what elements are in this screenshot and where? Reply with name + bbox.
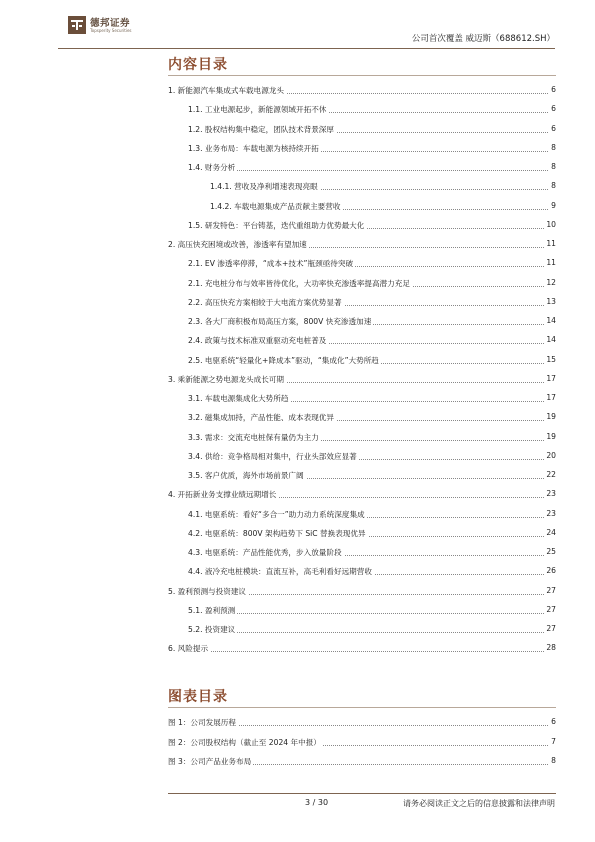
- entry-title: 3.4. 供给：竞争格局相对集中，行业头部效应显著: [188, 451, 357, 461]
- entry-title: 2. 高压快充困境或改善，渗透率有望加速: [168, 240, 307, 249]
- toc-entry[interactable]: [188, 162, 556, 175]
- entry-page: 19: [546, 431, 556, 441]
- logo-chinese: 德邦证券: [90, 18, 131, 29]
- entry-title: 图 1：公司发展历程: [168, 718, 236, 727]
- entry-page: 15: [546, 354, 556, 364]
- toc-entry[interactable]: [188, 528, 556, 541]
- toc-entry[interactable]: [188, 432, 556, 445]
- toc-entry[interactable]: [188, 355, 556, 368]
- entry-title: 2.2. 高压快充方案相较于大电流方案优势显著: [188, 297, 342, 307]
- toc-entry[interactable]: [168, 586, 556, 599]
- entry-page: 8: [551, 181, 556, 191]
- entry-title: 6. 风险提示: [168, 644, 209, 654]
- entry-title: 3.5. 客户优质，海外市场前景广阔: [188, 471, 304, 480]
- entry-title: 3.3. 需求：交流充电桩保有量仍为主力: [188, 432, 319, 442]
- entry-page: 20: [546, 450, 556, 460]
- toc-entry[interactable]: [188, 220, 556, 233]
- entry-page: 12: [546, 277, 556, 287]
- report-title: 公司首次覆盖 威迈斯（688612.SH）: [411, 34, 555, 44]
- entry-page: 6: [551, 104, 556, 114]
- entry-page: 27: [546, 604, 556, 614]
- toc-entry[interactable]: [188, 124, 556, 137]
- entry-page: 27: [546, 624, 556, 633]
- figure-entry[interactable]: [168, 756, 556, 769]
- toc-entry[interactable]: [188, 143, 556, 156]
- toc-entry[interactable]: [168, 643, 556, 656]
- figure-entry[interactable]: [168, 717, 556, 730]
- entry-title: 2.1. EV 渗透率停滞，“成本+技术”瓶颈亟待突破: [188, 259, 354, 269]
- entry-page: 17: [546, 393, 556, 402]
- logo-mark-icon: [68, 16, 86, 34]
- entry-title: 2.1. 充电桩分布与效率皆待优化，大功率快充渗透率提高潜力充足: [188, 278, 410, 288]
- toc-entry[interactable]: [188, 335, 556, 348]
- leader-dots: [168, 651, 556, 652]
- leader-dots: [188, 613, 556, 614]
- entry-title: 5.1. 盈利预测: [188, 605, 236, 615]
- entry-title: 图 2：公司股权结构（截止至 2024 年中报）: [168, 737, 321, 747]
- entry-title: 1. 新能源汽车集成式车载电源龙头: [168, 86, 284, 95]
- toc-entry[interactable]: [188, 451, 556, 464]
- entry-title: 3.2. 磁集成加持，产品性能、成本表现优异: [188, 413, 334, 423]
- entry-page: 10: [546, 219, 556, 229]
- entry-title: 1.4. 财务分析: [188, 163, 236, 172]
- entry-title: 3. 乘新能源之势电源龙头成长可期: [168, 374, 284, 384]
- entry-page: 26: [546, 566, 556, 576]
- toc-entry[interactable]: [188, 297, 556, 310]
- toc-entry[interactable]: [188, 316, 556, 329]
- entry-title: 4. 开拓新业务支撑业绩远期增长: [168, 490, 277, 500]
- entry-title: 4.1. 电驱系统：看好“多合一”助力动力系统深度集成: [188, 509, 365, 519]
- toc-entry[interactable]: [168, 239, 556, 252]
- header-divider: [58, 48, 555, 49]
- toc-entry[interactable]: [168, 489, 556, 502]
- entry-page: 7: [551, 736, 556, 746]
- entry-page: 24: [546, 527, 556, 537]
- toc-entry[interactable]: [188, 278, 556, 291]
- toc-entry[interactable]: [210, 181, 556, 194]
- entry-page: 13: [546, 296, 556, 306]
- entry-page: 22: [546, 470, 556, 479]
- entry-page: 23: [546, 489, 556, 499]
- entry-title: 4.4. 液冷充电桩模块：直流互补，高毛利看好远期营收: [188, 567, 372, 577]
- entry-page: 9: [551, 200, 556, 210]
- toc-title: 内容目录: [168, 57, 228, 73]
- figures-title: 图表目录: [168, 689, 228, 705]
- page-number: 3 / 30: [305, 798, 329, 807]
- entry-page: 8: [551, 142, 556, 152]
- entry-page: 28: [546, 643, 556, 653]
- toc-entry[interactable]: [188, 509, 556, 522]
- figure-entry[interactable]: [168, 737, 556, 750]
- toc-entry[interactable]: [188, 412, 556, 425]
- toc-title-divider: [168, 75, 556, 76]
- entry-title: 1.2. 股权结构集中稳定，团队技术背景深厚: [188, 124, 334, 134]
- toc-entry[interactable]: [188, 624, 556, 637]
- entry-page: 17: [546, 373, 556, 383]
- footer-divider: [168, 793, 556, 794]
- entry-title: 2.5. 电驱系统“轻量化+降成本”驱动，“集成化”大势所趋: [188, 355, 379, 365]
- entry-title: 图 3：公司产品业务布局: [168, 757, 252, 766]
- entry-page: 6: [551, 717, 556, 726]
- entry-title: 1.4.1. 营收及净利增速表现亮眼: [210, 182, 318, 192]
- entry-page: 19: [546, 412, 556, 422]
- entry-page: 11: [546, 258, 556, 268]
- leader-dots: [188, 632, 556, 633]
- entry-page: 6: [551, 85, 556, 94]
- entry-title: 2.4. 政策与技术标准双重驱动充电桩普及: [188, 336, 327, 346]
- entry-page: 11: [546, 239, 556, 248]
- entry-title: 1.5. 研发特色：平台铸基，迭代重组助力优势最大化: [188, 220, 365, 230]
- entry-title: 1.1. 工业电源起步，新能源领域开拓不休: [188, 105, 327, 115]
- entry-page: 14: [546, 316, 556, 325]
- toc-entry[interactable]: [188, 566, 556, 579]
- leader-dots: [188, 170, 556, 171]
- entry-page: 25: [546, 547, 556, 556]
- toc-entry[interactable]: [188, 470, 556, 483]
- entry-page: 8: [551, 756, 556, 765]
- toc-entry[interactable]: [188, 104, 556, 117]
- entry-page: 27: [546, 585, 556, 595]
- entry-title: 4.3. 电驱系统：产品性能优秀，步入放量阶段: [188, 548, 342, 557]
- entry-title: 5. 盈利预测与投资建议: [168, 586, 247, 596]
- toc-entry[interactable]: [168, 85, 556, 98]
- entry-page: 8: [551, 162, 556, 171]
- entry-title: 4.2. 电驱系统：800V 架构趋势下 SiC 替换表现优异: [188, 528, 366, 538]
- entry-title: 2.3. 各大厂商积极布局高压方案，800V 快充渗透加速: [188, 317, 372, 326]
- entry-page: 6: [551, 123, 556, 133]
- footer-disclaimer: 请务必阅读正文之后的信息披露和法律声明: [403, 799, 555, 808]
- toc-entry[interactable]: [188, 393, 556, 406]
- toc-entry[interactable]: [188, 547, 556, 560]
- entry-title: 1.3. 业务布局：车载电源为核持续开拓: [188, 143, 319, 153]
- entry-page: 14: [546, 335, 556, 345]
- company-logo: [68, 14, 148, 44]
- entry-page: 23: [546, 508, 556, 518]
- toc-entry[interactable]: [188, 605, 556, 618]
- entry-title: 5.2. 投资建议: [188, 625, 236, 634]
- figures-title-divider: [168, 707, 556, 708]
- toc-entry[interactable]: [210, 201, 556, 214]
- page-header: [58, 12, 555, 48]
- entry-title: 3.1. 车载电源集成化大势所趋: [188, 394, 289, 403]
- logo-english: Topsperity Securities: [90, 28, 132, 33]
- toc-entry[interactable]: [168, 374, 556, 387]
- entry-title: 1.4.2. 车载电源集成产品贡献主要营收: [210, 201, 341, 211]
- toc-entry[interactable]: [188, 258, 556, 271]
